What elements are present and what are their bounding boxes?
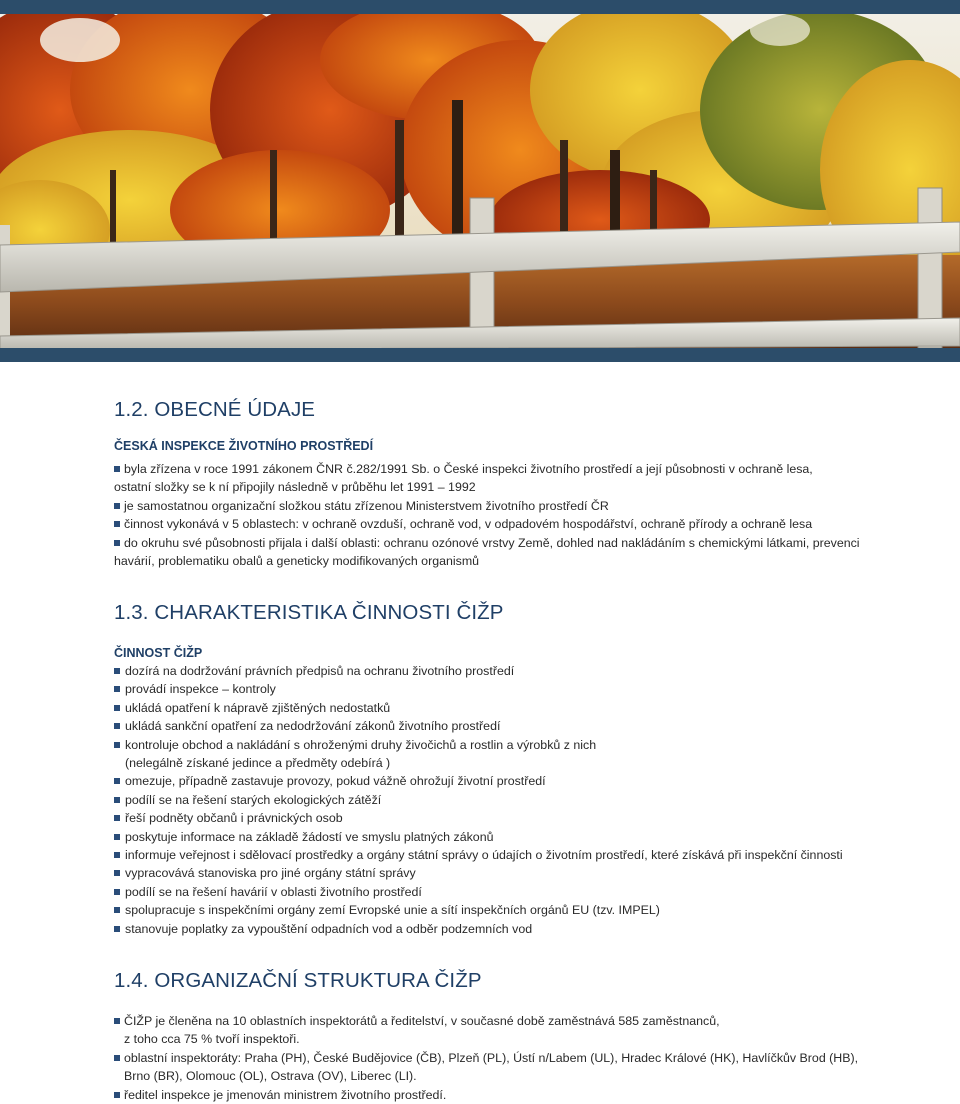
list-item <box>114 680 843 698</box>
list-item <box>114 1012 858 1049</box>
list-item-text: informuje veřejnost i sdělovací prostředky a orgány státní správy o údajích o životním prostředí, které získává při inspekční činnosti <box>125 848 843 863</box>
list-item-text: byla zřízena v roce 1991 zákonem ČNR č.282/1991 Sb. o České inspekci životního prostředí a její působnosti v ochraně lesa, <box>124 462 813 476</box>
list-item-text: řeší podněty občanů i právnických osob <box>125 811 343 826</box>
list-item <box>114 662 843 680</box>
list-item-text: vypracovává stanoviska pro jiné orgány státní správy <box>125 866 416 881</box>
section-heading-charakteristika: 1.3. CHARAKTERISTIKA ČINNOSTI ČIŽP <box>114 601 504 624</box>
list-item <box>114 883 843 901</box>
list-item-text: z toho cca 75 % tvoří inspektoři. <box>124 1032 300 1047</box>
list-item <box>114 864 843 882</box>
list-item-text: havárií, problematiku obalů a geneticky modifikovaných organismů <box>114 554 480 569</box>
list-item <box>114 920 843 938</box>
list-item <box>114 534 860 571</box>
section-heading-organizacni-struktura: 1.4. ORGANIZAČNÍ STRUKTURA ČIŽP <box>114 969 482 992</box>
list-item-text: (nelegálně získané jedince a předměty odebírá ) <box>125 756 391 771</box>
list-item-text: ředitel inspekce je jmenován ministrem životního prostředí. <box>124 1087 447 1102</box>
list-item-text: ostatní složky se k ní připojily následně v průběhu let 1991 – 1992 <box>114 480 476 495</box>
list-item-text: spolupracuje s inspekčními orgány zemí Evropské unie a sítí inspekčních orgánů EU (tzv. IMPEL) <box>125 903 660 918</box>
list-cinnost <box>114 662 843 938</box>
list-item <box>114 791 843 809</box>
list-item-text: poskytuje informace na základě žádostí ve smyslu platných zákonů <box>125 829 494 844</box>
subheading-inspekce: ČESKÁ INSPEKCE ŽIVOTNÍHO PROSTŘEDÍ <box>114 439 374 453</box>
list-item-text: dozírá na dodržování právních předpisů na ochranu životního prostředí <box>125 664 515 678</box>
list-item <box>114 460 860 497</box>
list-item-text: provádí inspekce – kontroly <box>125 682 276 697</box>
list-item-text: ČIŽP je členěna na 10 oblastních inspektorátů a ředitelství, v současné době zaměstnává 585 zaměstnanců, <box>124 1014 720 1028</box>
list-item-text: Brno (BR), Olomouc (OL), Ostrava (OV), Liberec (LI). <box>124 1069 417 1084</box>
list-item <box>114 846 843 864</box>
list-item <box>114 828 843 846</box>
list-struktura <box>114 1012 858 1104</box>
list-item-text: kontroluje obchod a nakládání s ohroženými druhy živočichů a rostlin a výrobků z nich <box>125 737 597 752</box>
list-item <box>114 736 843 773</box>
list-item-text: činnost vykonává v 5 oblastech: v ochraně ovzduší, ochraně vod, v odpadovém hospodářství, ochraně přírody a ochraně lesa <box>124 517 813 532</box>
list-item-text: podílí se na řešení starých ekologických zátěží <box>125 792 382 807</box>
list-item <box>114 809 843 827</box>
subheading-cinnost: ČINNOST ČIŽP <box>114 646 203 660</box>
list-item <box>114 497 860 515</box>
list-item <box>114 699 843 717</box>
list-item-text: ukládá opatření k nápravě zjištěných nedostatků <box>125 700 391 715</box>
list-item-text: ukládá sankční opatření za nedodržování zákonů životního prostředí <box>125 719 501 734</box>
list-item-text: stanovuje poplatky za vypouštění odpadních vod a odběr podzemních vod <box>125 921 533 936</box>
section-heading-obecne-udaje: 1.2. OBECNÉ ÚDAJE <box>114 398 316 421</box>
list-item <box>114 772 843 790</box>
list-item-text: podílí se na řešení havárií v oblasti životního prostředí <box>125 884 422 899</box>
list-item <box>114 901 843 919</box>
autumn-trees-fence-icon <box>0 0 960 362</box>
list-item-text: omezuje, případně zastavuje provozy, pokud vážně ohrožují životní prostředí <box>125 774 546 789</box>
list-item <box>114 1049 858 1086</box>
list-item <box>114 515 860 533</box>
list-item-text: do okruhu své působnosti přijala i další oblasti: ochranu ozónové vrstvy Země, dohled nad nakládáním s chemickými látkami, prevenci <box>124 535 860 550</box>
list-item <box>114 1086 858 1104</box>
list-item-text: oblastní inspektoráty: Praha (PH), České Budějovice (ČB), Plzeň (PL), Ústí n/Labem (UL), Hradec Králové (HK), Havlíčkův Brod (HB), <box>124 1050 859 1065</box>
hero-photo <box>0 0 960 362</box>
list-item <box>114 717 843 735</box>
list-obecne-udaje <box>114 460 860 570</box>
list-item-text: je samostatnou organizační složkou státu zřízenou Ministerstvem životního prostředí ČR <box>124 498 609 513</box>
